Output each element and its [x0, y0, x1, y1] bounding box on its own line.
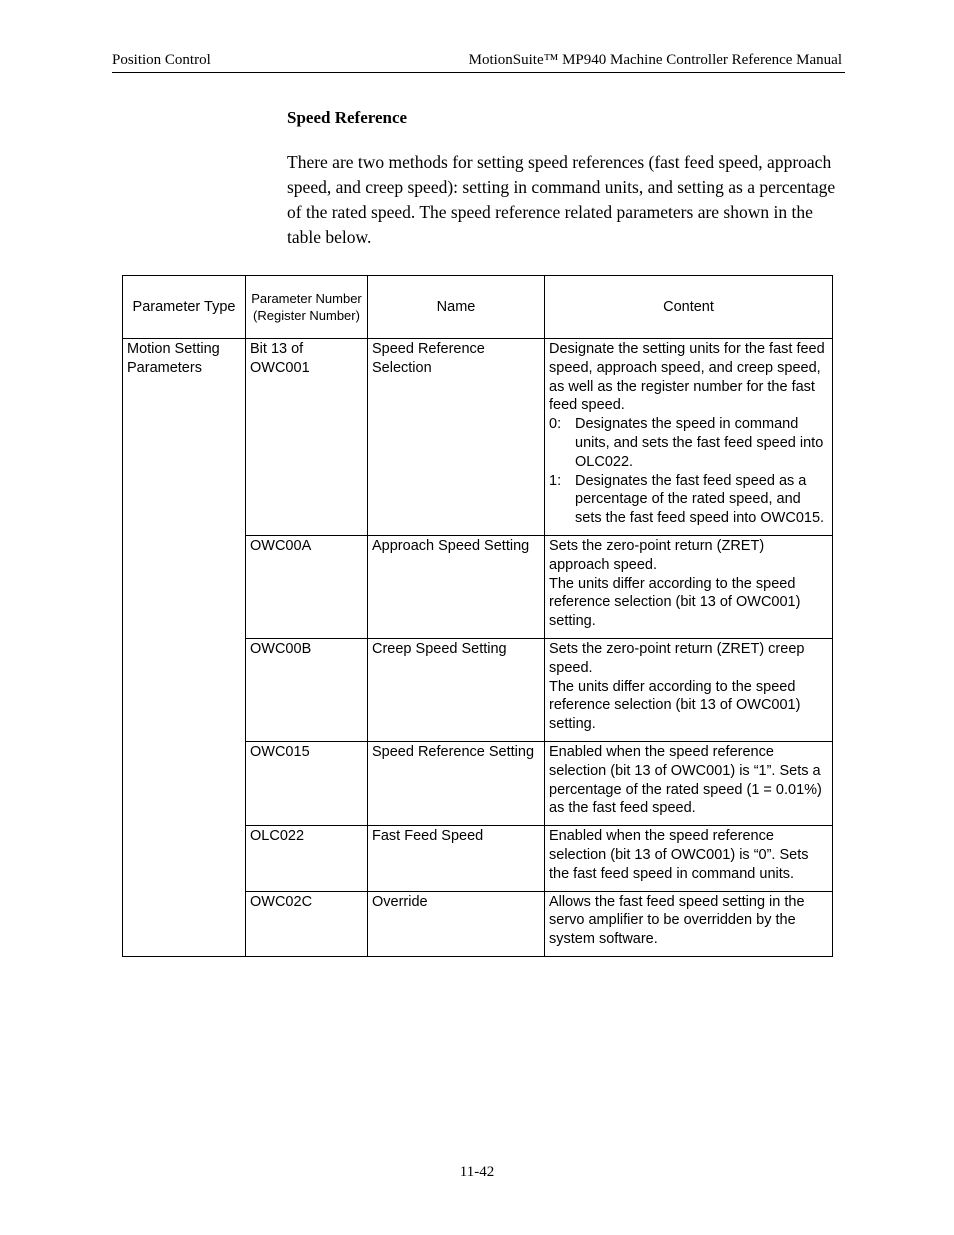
intro-paragraph: There are two methods for setting speed references (fast feed speed, approach speed, and creep speed): setting in command units, and setting as a percentage of the rated speed. The speed reference related parameters are shown in the table below. [287, 152, 836, 247]
header-name: Name [368, 276, 545, 339]
content-text: Designate the setting units for the fast feed speed, approach speed, and creep speed, as well as the register number for the fast feed speed. [549, 341, 825, 414]
parameter-content-cell: Allows the fast feed speed setting in the servo amplifier to be overridden by the system software. [545, 891, 833, 956]
speed-reference-table [122, 275, 833, 957]
header-parameter-type: Parameter Type [123, 276, 246, 339]
header-divider [112, 72, 845, 73]
content-text-secondary: The units differ according to the speed reference selection (bit 13 of OWC001) setting. [549, 678, 801, 733]
parameter-content-cell: Enabled when the speed reference selection (bit 13 of OWC001) is “1”. Sets a percentage of the rated speed (1 = 0.01%) as the fast feed speed. [545, 741, 833, 825]
content-text: Sets the zero-point return (ZRET) creep speed. [549, 640, 805, 676]
section-heading: Speed Reference [287, 108, 408, 127]
content-text-secondary: The units differ according to the speed reference selection (bit 13 of OWC001) setting. [549, 575, 801, 630]
parameter-content-cell [545, 339, 833, 536]
parameter-name-cell: Speed Reference Selection [368, 339, 545, 536]
parameter-number-cell: OWC00B [246, 638, 368, 741]
option-number: 1: [549, 472, 562, 489]
parameter-name-cell: Approach Speed Setting [368, 535, 545, 638]
parameter-name-cell: Fast Feed Speed [368, 826, 545, 891]
parameter-number-cell: OWC00A [246, 535, 368, 638]
header-parameter-number: Parameter Number (Register Number) [246, 276, 368, 339]
parameter-content-cell [545, 535, 833, 638]
parameter-content-cell: Enabled when the speed reference selection (bit 13 of OWC001) is “0”. Sets the fast feed speed in command units. [545, 826, 833, 891]
page-number: 11-42 [459, 1164, 495, 1180]
parameter-number-cell: OWC02C [246, 891, 368, 956]
parameter-type-cell: Motion Setting Parameters [123, 339, 246, 957]
option-item [549, 472, 828, 528]
header-manual-title: MotionSuite™ MP940 Machine Controller Reference Manual [468, 52, 842, 68]
option-item [549, 415, 828, 471]
header-section-title: Position Control [112, 52, 211, 68]
parameter-content-cell [545, 638, 833, 741]
table-row [123, 339, 833, 536]
option-text: Designates the speed in command units, and sets the fast feed speed into OLC022. [575, 416, 824, 470]
parameter-name-cell: Speed Reference Setting [368, 741, 545, 825]
parameter-name-cell: Creep Speed Setting [368, 638, 545, 741]
parameter-number-cell: Bit 13 of OWC001 [246, 339, 368, 536]
option-text: Designates the fast feed speed as a percentage of the rated speed, and sets the fast feed speed into OWC015. [575, 472, 825, 527]
content-text: Sets the zero-point return (ZRET) approach speed. [549, 537, 765, 573]
parameter-number-cell: OWC015 [246, 741, 368, 825]
table-header-row [123, 276, 833, 339]
option-number: 0: [549, 416, 562, 433]
parameter-number-cell: OLC022 [246, 826, 368, 891]
header-content: Content [545, 276, 833, 339]
parameter-name-cell: Override [368, 891, 545, 956]
